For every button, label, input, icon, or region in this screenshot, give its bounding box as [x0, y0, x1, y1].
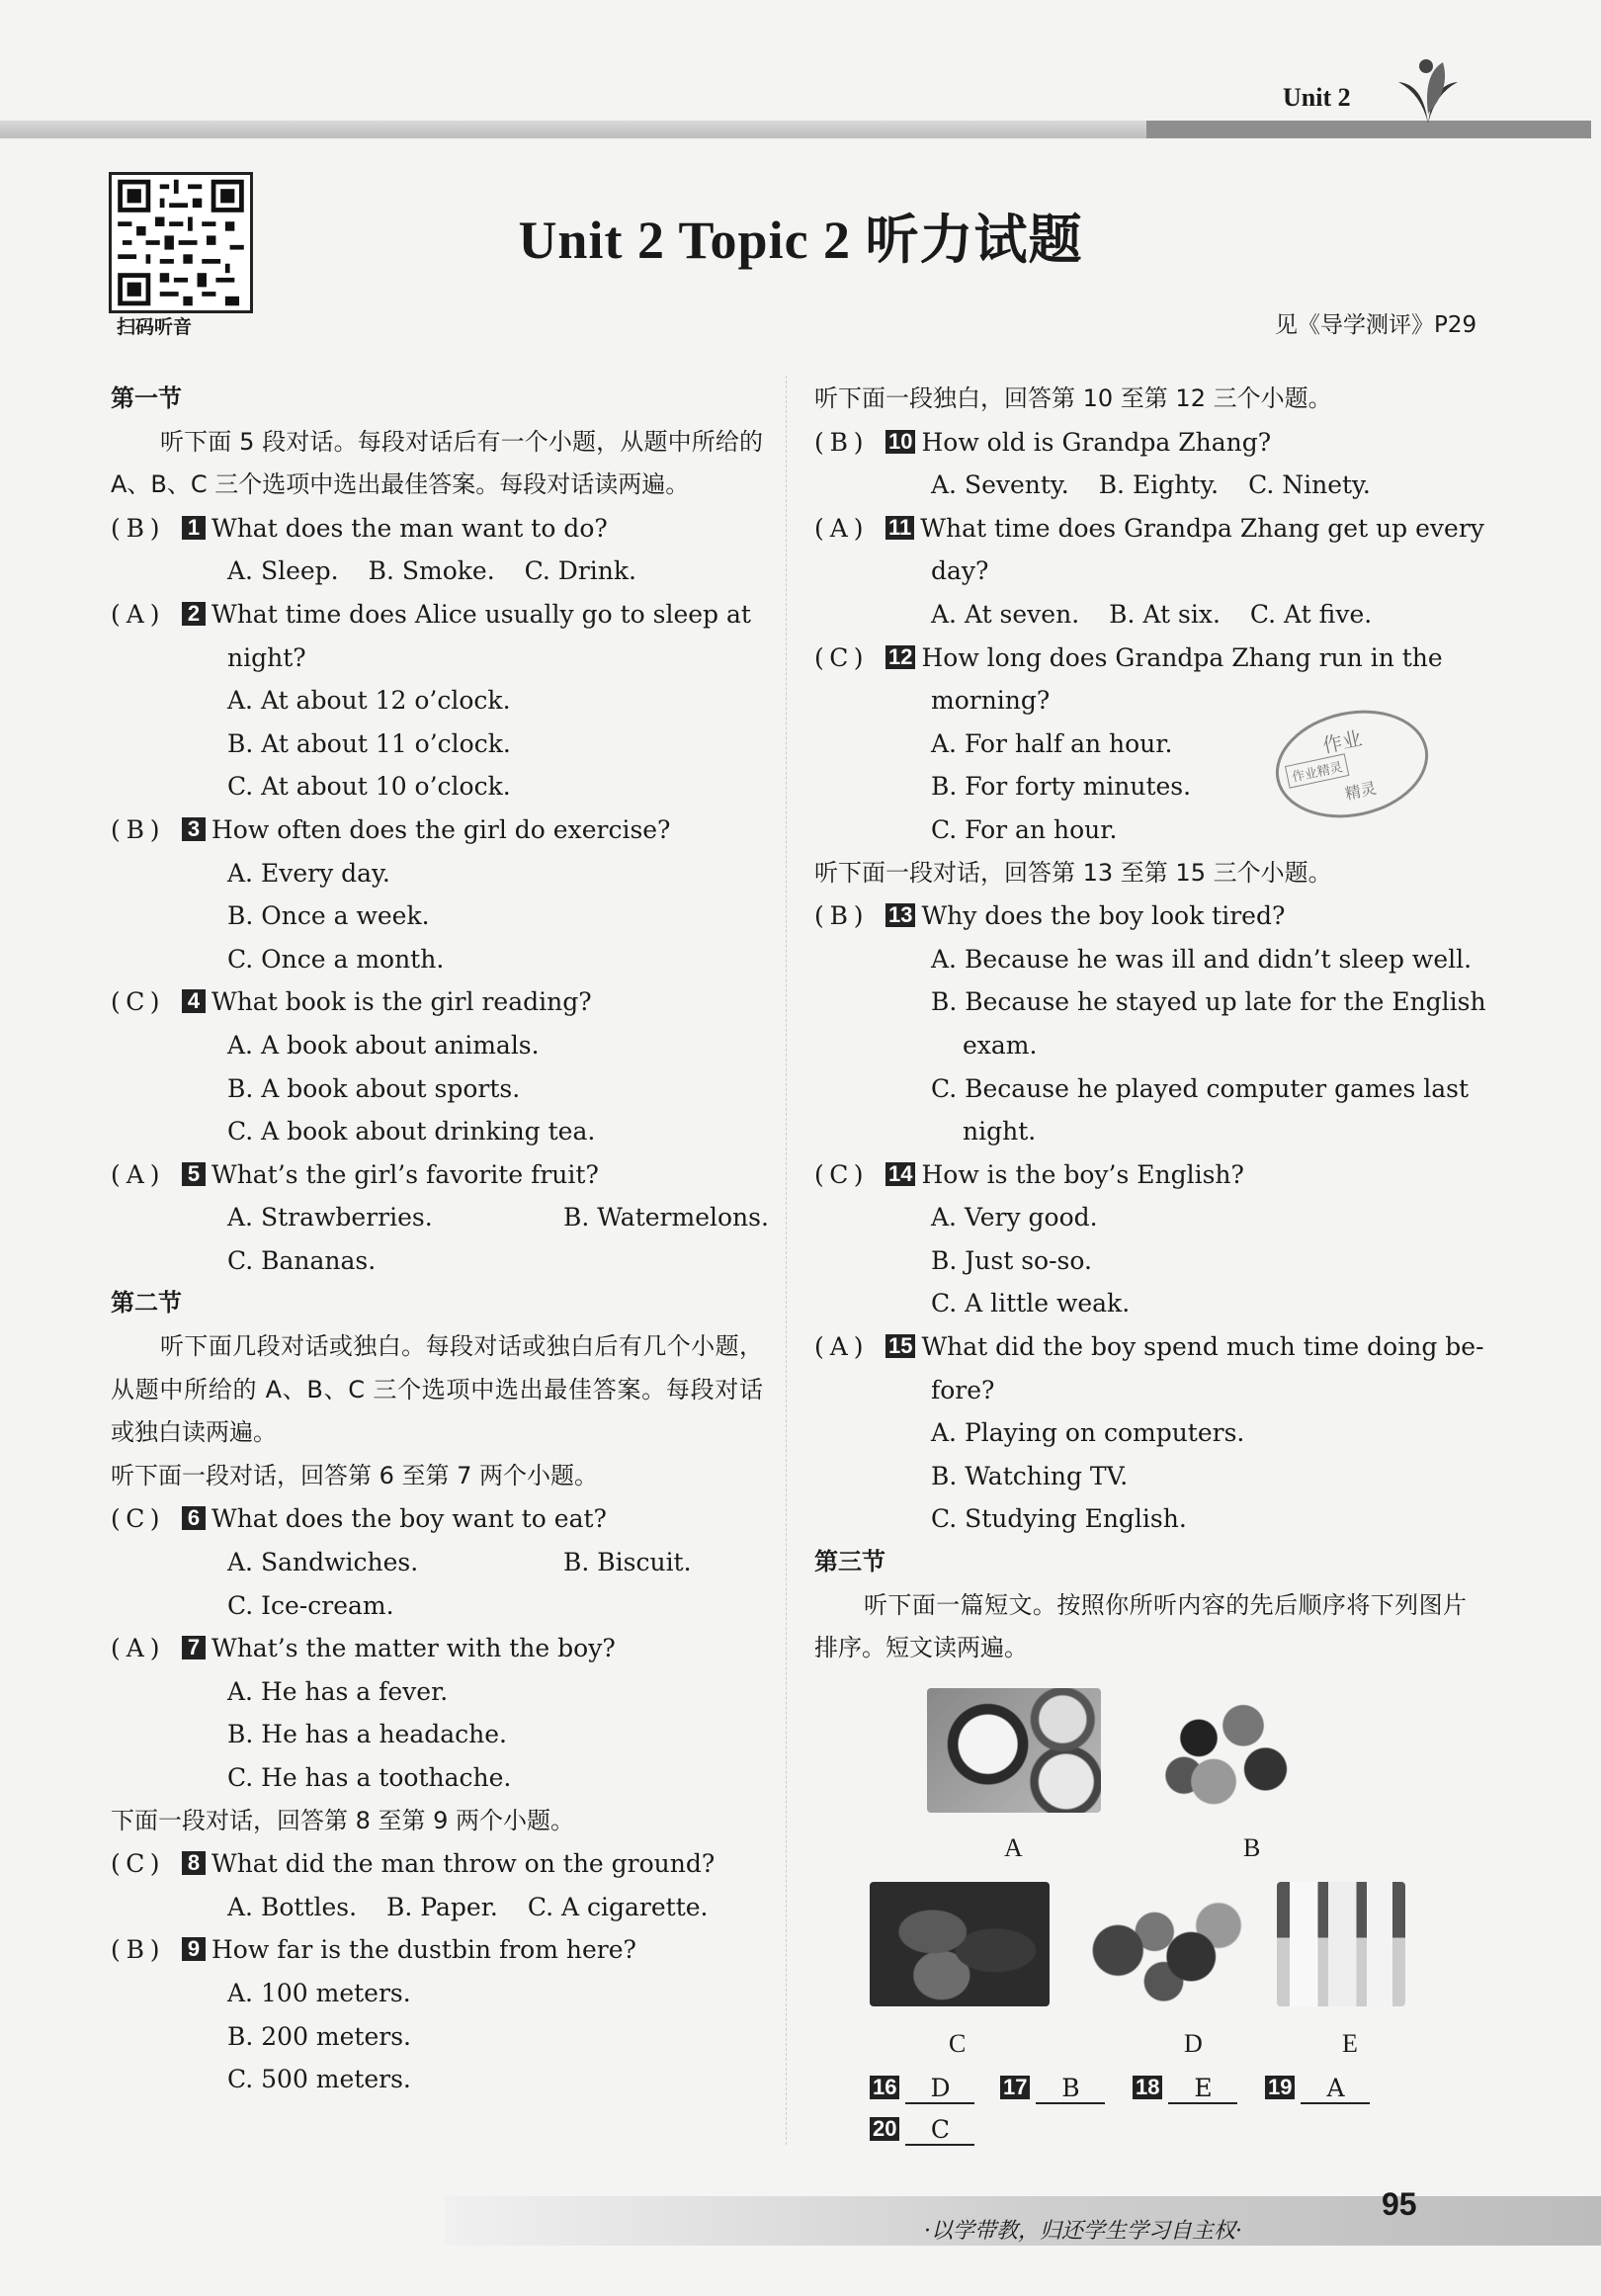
- picture-d-label: D: [1184, 2029, 1203, 2058]
- footer-slogan: ·以学带教，归还学生学习自主权·: [924, 2219, 1242, 2244]
- option-b: B. Eighty.: [1098, 470, 1220, 500]
- option-c: C. Ice-cream.: [227, 1590, 394, 1620]
- answer-slot: ( C ): [111, 1849, 160, 1879]
- question-12-cont: morning?: [931, 686, 1051, 716]
- option-c: C. Ninety.: [1248, 470, 1371, 500]
- answer-slot: ( A ): [814, 513, 864, 543]
- question-6: [111, 1497, 763, 1541]
- picture-a-label: A: [1004, 1833, 1023, 1862]
- question-text: What does the boy want to eat?: [211, 1504, 607, 1534]
- option-c: C. Once a month.: [227, 944, 445, 974]
- section2-heading: 第二节: [111, 1289, 182, 1318]
- question-number: 5: [182, 1162, 206, 1186]
- section1-instruction: 听下面 5 段对话。每段对话后有一个小题，从题中所给的 A、B、C 三个选项中选出最佳答案。每段对话读两遍。: [111, 427, 763, 499]
- option-b-cont: exam.: [963, 1030, 1038, 1060]
- answer-blank-17: [1000, 2074, 1105, 2104]
- picture-c-label: C: [949, 2029, 967, 2058]
- question-number: 20: [870, 2117, 899, 2141]
- qr-caption: 扫码听音: [117, 316, 193, 338]
- options-6-ab: [111, 1541, 763, 1584]
- question-4: [111, 980, 763, 1024]
- page-number: 95: [1382, 2186, 1417, 2222]
- option-c: C. Drink.: [524, 556, 636, 586]
- answer-blank-19: [1265, 2074, 1370, 2104]
- options-1: [111, 550, 763, 593]
- column-divider: [786, 376, 788, 2145]
- option-b: B. Because he stayed up late for the English: [931, 987, 1486, 1017]
- question-7: [111, 1627, 763, 1670]
- question-text: How far is the dustbin from here?: [211, 1935, 636, 1965]
- question-text: What time does Grandpa Zhang get up every: [920, 513, 1484, 543]
- question-3: [111, 808, 763, 852]
- answer-slot: ( B ): [111, 1935, 160, 1965]
- question-number: 11: [885, 516, 914, 540]
- question-number: 13: [885, 903, 915, 927]
- reference-note: 见《导学测评》P29: [1275, 312, 1477, 338]
- picture-e-milk: [1277, 1882, 1405, 2006]
- answer-slot: ( C ): [111, 1504, 160, 1534]
- picture-c-meat: [870, 1882, 1050, 2006]
- option-b: B. Watching TV.: [931, 1461, 1129, 1490]
- answer-value: B: [1036, 2074, 1105, 2104]
- option-b: B. Paper.: [386, 1892, 498, 1921]
- option-a: A. Seventy.: [931, 470, 1069, 500]
- question-number: 8: [182, 1851, 206, 1875]
- question-11: [814, 507, 1484, 551]
- question-text: How often does the girl do exercise?: [211, 814, 671, 844]
- answer-value: A: [1301, 2074, 1370, 2104]
- question-number: 12: [885, 645, 915, 669]
- header-band-dark: [1146, 121, 1591, 138]
- option-a: A. For half an hour.: [931, 728, 1173, 758]
- option-b: B. At six.: [1109, 599, 1221, 629]
- picture-d-vegetables: [1072, 1882, 1255, 2006]
- question-text: How is the boy’s English?: [921, 1159, 1244, 1189]
- question-number: 17: [1000, 2076, 1030, 2099]
- answer-slot: ( B ): [111, 513, 160, 543]
- question-9: [111, 1928, 763, 1972]
- lead-8-9: 下面一段对话，回答第 8 至第 9 两个小题。: [111, 1806, 575, 1834]
- option-c: C. Bananas.: [227, 1245, 377, 1275]
- question-number: 9: [182, 1937, 206, 1961]
- section1-heading: 第一节: [111, 384, 182, 412]
- question-text: What’s the girl’s favorite fruit?: [211, 1159, 599, 1189]
- option-a: A. Playing on computers.: [931, 1418, 1245, 1448]
- option-c: C. A little weak.: [931, 1289, 1131, 1318]
- option-a: A. A book about animals.: [227, 1030, 540, 1060]
- option-c: C. 500 meters.: [227, 2065, 411, 2094]
- question-13: [814, 894, 1467, 938]
- answer-value: C: [905, 2115, 974, 2146]
- option-b: B. He has a headache.: [227, 1720, 507, 1749]
- question-2-cont: night?: [227, 642, 306, 672]
- option-c-cont: night.: [963, 1117, 1037, 1147]
- question-text: What did the man throw on the ground?: [211, 1849, 716, 1879]
- question-number: 18: [1133, 2076, 1162, 2099]
- question-number: 2: [182, 602, 206, 626]
- option-c: C. He has a toothache.: [227, 1763, 512, 1792]
- question-10: [814, 421, 1467, 465]
- section2-instruction: 听下面几段对话或独白。每段对话或独白后有几个小题，从题中所给的 A、B、C 三个选项中选出最佳答案。每段对话或独白读两遍。: [111, 1332, 763, 1447]
- question-5: [111, 1153, 763, 1197]
- stamp-bottom-text: 精灵: [1343, 778, 1379, 804]
- option-b: B. Once a week.: [227, 901, 430, 931]
- option-c: C. At five.: [1249, 599, 1373, 629]
- option-a: A. 100 meters.: [227, 1978, 411, 2007]
- question-text: How old is Grandpa Zhang?: [921, 427, 1272, 457]
- question-number: 16: [870, 2076, 899, 2099]
- lead-10-12: 听下面一段独白，回答第 10 至第 12 三个小题。: [814, 384, 1332, 412]
- option-b: B. A book about sports.: [227, 1073, 521, 1103]
- options-10: [814, 464, 1467, 507]
- option-b: B. At about 11 o’clock.: [227, 728, 511, 758]
- option-a: A. He has a fever.: [227, 1676, 449, 1706]
- question-15: [814, 1325, 1484, 1369]
- question-15-cont: fore?: [931, 1375, 995, 1404]
- option-b: B. Smoke.: [368, 556, 495, 586]
- question-1: [111, 507, 763, 551]
- left-column: [111, 378, 769, 2101]
- option-c: C. A cigarette.: [527, 1892, 709, 1921]
- answer-blank-20: [870, 2115, 974, 2146]
- question-number: 3: [182, 817, 206, 841]
- question-text: What did the boy spend much time doing be-: [921, 1332, 1484, 1362]
- answer-slot: ( B ): [814, 427, 864, 457]
- answer-slot: ( C ): [814, 1159, 864, 1189]
- leaf-logo-icon: [1393, 54, 1463, 128]
- option-b: B. Just so-so.: [931, 1245, 1092, 1275]
- answer-value: D: [905, 2074, 974, 2104]
- picture-b-label: B: [1243, 1833, 1261, 1862]
- question-text: What’s the matter with the boy?: [211, 1634, 616, 1663]
- right-column: [814, 378, 1486, 1670]
- question-number: 19: [1265, 2076, 1295, 2099]
- answer-blank-16: [870, 2074, 974, 2104]
- answer-blank-18: [1133, 2074, 1237, 2104]
- option-c: C. For an hour.: [931, 814, 1118, 844]
- question-text: How long does Grandpa Zhang run in the: [921, 642, 1443, 672]
- lead-6-7: 听下面一段对话，回答第 6 至第 7 两个小题。: [111, 1461, 599, 1489]
- answer-slot: ( C ): [814, 642, 864, 672]
- option-a: A. At about 12 o’clock.: [227, 686, 511, 716]
- question-text: What book is the girl reading?: [211, 987, 592, 1017]
- option-a: A. Very good.: [931, 1203, 1098, 1233]
- option-a: A. At seven.: [931, 599, 1080, 629]
- unit-tag: Unit 2: [1283, 83, 1351, 112]
- option-b: B. Biscuit.: [563, 1548, 692, 1577]
- question-number: 7: [182, 1636, 206, 1659]
- answer-slot: ( A ): [111, 599, 160, 629]
- option-a: A. Strawberries.: [227, 1203, 433, 1233]
- question-number: 6: [182, 1506, 206, 1530]
- question-number: 1: [182, 516, 206, 540]
- picture-e-label: E: [1342, 2029, 1358, 2058]
- answer-slot: ( B ): [814, 901, 864, 931]
- section3-heading: 第三节: [814, 1548, 885, 1576]
- answer-slot: ( A ): [111, 1634, 160, 1663]
- option-a: A. Bottles.: [227, 1892, 358, 1921]
- question-number: 4: [182, 989, 206, 1013]
- option-c: C. A book about drinking tea.: [227, 1117, 596, 1147]
- question-12: [814, 637, 1467, 680]
- question-number: 10: [885, 430, 915, 454]
- answer-value: E: [1168, 2074, 1237, 2104]
- question-number: 15: [885, 1334, 915, 1358]
- option-a: A. Because he was ill and didn’t sleep well.: [931, 944, 1473, 974]
- answer-slot: ( B ): [111, 814, 160, 844]
- answer-slot: ( A ): [111, 1159, 160, 1189]
- question-14: [814, 1153, 1467, 1197]
- option-b: B. 200 meters.: [227, 2021, 411, 2051]
- option-c: C. Studying English.: [931, 1504, 1187, 1534]
- question-text: What does the man want to do?: [211, 513, 608, 543]
- options-5-ab: [111, 1196, 769, 1239]
- question-number: 14: [885, 1162, 915, 1186]
- stamp-top-text: 作业: [1320, 725, 1365, 758]
- question-2: [111, 593, 763, 637]
- option-b: B. Watermelons.: [563, 1203, 769, 1233]
- options-8: [111, 1886, 763, 1929]
- page-title: Unit 2 Topic 2 听力试题: [518, 211, 1083, 270]
- picture-a-food-plates: [927, 1688, 1101, 1813]
- stamp-mid-text: 作业精灵: [1285, 753, 1349, 788]
- question-text: Why does the boy look tired?: [921, 901, 1286, 931]
- option-b: B. For forty minutes.: [931, 772, 1192, 802]
- picture-b-fruits: [1154, 1688, 1303, 1813]
- options-11: [814, 593, 1467, 637]
- option-c: C. At about 10 o’clock.: [227, 772, 511, 802]
- question-8: [111, 1842, 763, 1886]
- option-c: C. Because he played computer games last: [931, 1073, 1470, 1103]
- section3-instruction: 听下面一篇短文。按照你所听内容的先后顺序将下列图片排序。短文读两遍。: [814, 1590, 1467, 1662]
- option-a: A. Sandwiches.: [227, 1548, 419, 1577]
- answer-slot: ( A ): [814, 1332, 864, 1362]
- option-a: A. Every day.: [227, 858, 390, 888]
- question-text: What time does Alice usually go to sleep at: [211, 599, 751, 629]
- option-a: A. Sleep.: [227, 556, 339, 586]
- question-11-cont: day?: [931, 556, 989, 586]
- lead-13-15: 听下面一段对话，回答第 13 至第 15 三个小题。: [814, 858, 1332, 887]
- answer-slot: ( C ): [111, 987, 160, 1017]
